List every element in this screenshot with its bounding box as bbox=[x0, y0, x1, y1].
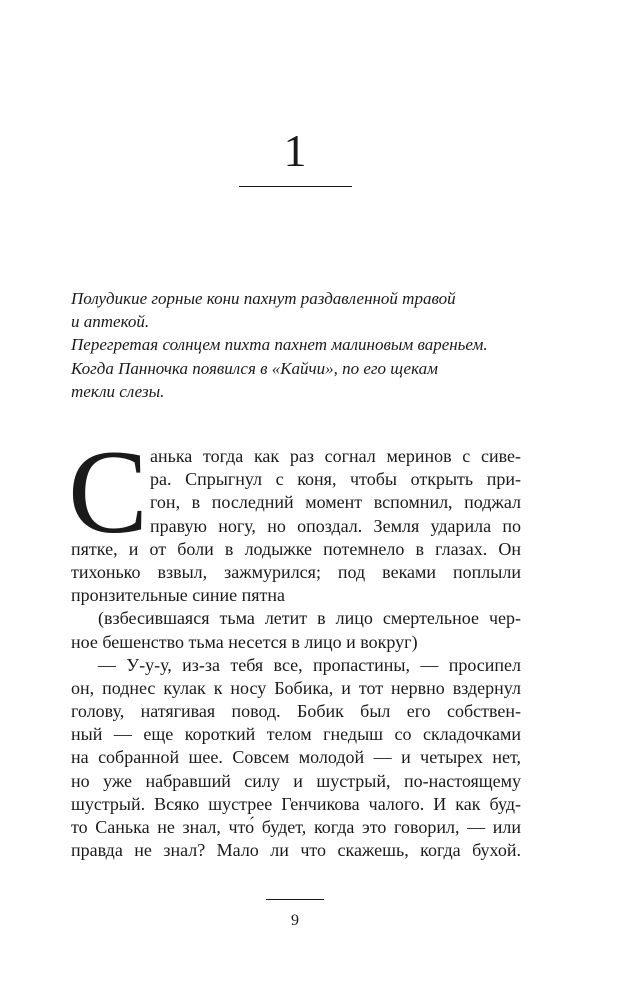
text-line: на собранной шее. Совсем молодой — и четырех нет, bbox=[71, 747, 521, 768]
chapter-divider bbox=[239, 186, 352, 187]
text-line: (взбесившаяся тьма летит в лицо смертельное чер- bbox=[98, 608, 521, 629]
text-line: голову, натягивая повод. Бобик был его собствен- bbox=[71, 701, 521, 722]
text-line: ный — еще короткий телом гнедыш со складочками bbox=[71, 724, 521, 745]
epigraph bbox=[71, 287, 541, 403]
page-number: 9 bbox=[291, 912, 299, 929]
body-text bbox=[71, 445, 521, 862]
epigraph-line: и аптекой. bbox=[71, 312, 150, 332]
text-line: но уже набравший силу и шустрый, по-настоящему bbox=[71, 770, 521, 791]
chapter-number: 1 bbox=[283, 125, 307, 176]
epigraph-line: Перегретая солнцем пихта пахнет малиновым вареньем. bbox=[71, 335, 488, 355]
text-line: ное бешенство тьма несется в лицо и вокруг) bbox=[71, 631, 418, 652]
text-line: ра. Спрыгнул с коня, чтобы открыть при- bbox=[150, 469, 521, 490]
epigraph-line: Полудикие горные кони пахнут раздавленной травой bbox=[71, 289, 456, 308]
text-line: шустрый. Всяко шустрее Генчикова чалого. И как буд- bbox=[71, 793, 521, 814]
text-line: — У-у-у, из-за тебя все, пропастины, — просипел bbox=[98, 654, 521, 675]
text-line: то Санька не знал, что́ будет, когда это говорил, — или bbox=[71, 817, 521, 837]
text-line: анька тогда как раз согнал меринов с сиве- bbox=[150, 446, 521, 466]
footer-divider bbox=[266, 899, 324, 900]
epigraph-line: Когда Панночка появился в «Кайчи», по его щекам bbox=[71, 358, 438, 378]
text-line: гон, в последний момент вспомнил, поджал bbox=[150, 492, 521, 513]
text-line: правую ногу, но опоздал. Земля ударила по bbox=[150, 515, 521, 536]
text-line: тихонько взвыл, зажмурился; под веками поплыли bbox=[71, 561, 521, 582]
epigraph-line: текли слезы. bbox=[71, 381, 165, 401]
text-line: пятке, и от боли в лодыжке потемнело в глазах. Он bbox=[71, 538, 521, 559]
text-line: он, поднес кулак к носу Бобика, и тот нервно вздернул bbox=[71, 677, 521, 698]
drop-cap: С bbox=[68, 425, 149, 558]
text-line: правда не знал? Мало ли что скажешь, когда бухой. bbox=[71, 840, 521, 861]
text-line: пронзительные синие пятна bbox=[71, 585, 286, 606]
